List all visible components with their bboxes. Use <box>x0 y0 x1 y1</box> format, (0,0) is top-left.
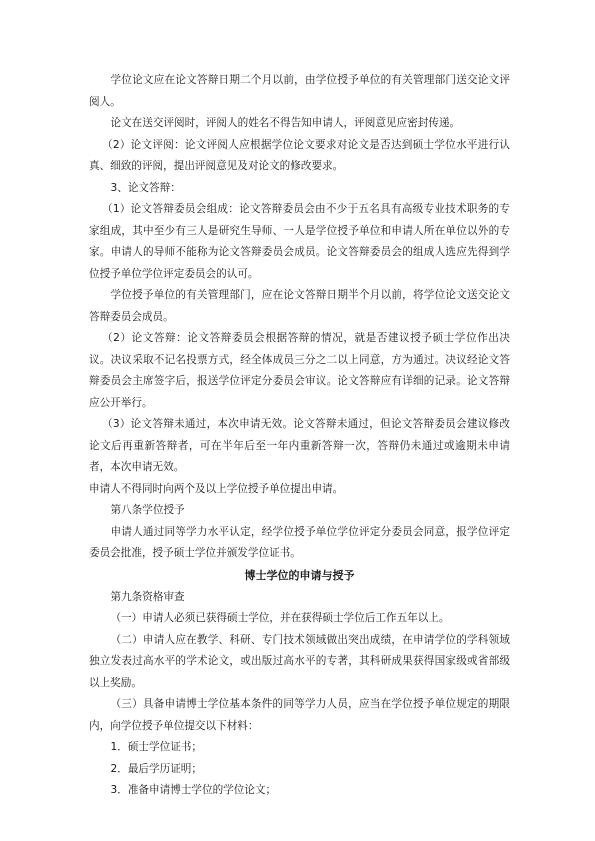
article-heading: 第九条资格审查 <box>110 590 185 603</box>
paragraph: （三）具备申请博士学位基本条件的同等学力人员，应当在学位授予单位规定的期限内，向学位授予单位提交以下材料： <box>89 698 510 732</box>
paragraph: （二）申请人应在教学、科研、专门技术领域做出突出成绩，在申请学位的学科领域独立发表过高水平的学术论文，或出版过高水平的专著，其科研成果获得国家级或省部级以上奖励。 <box>89 633 510 689</box>
document-body <box>89 70 510 802</box>
paragraph: 论文在送交评阅时，评阅人的姓名不得告知申请人，评阅意见应密封传递。 <box>110 117 461 129</box>
paragraph: （2）论文答辩：论文答辩委员会根据答辩的情况，就是否建议授予硕士学位作出决议。决议采取不记名投票方式，经全体成员三分之二以上同意，方为通过。决议经论文答辩委员会主席签字后，报送学位评定分委员会审议。论文答辩应有详细的记录。论文答辩应公开举行。 <box>89 332 510 409</box>
paragraph: 申请人不得同时向两个及以上学位授予单位提出申请。 <box>89 482 344 495</box>
paragraph: （2）论文评阅：论文评阅人应根据学位论文要求对论文是否达到硕士学位水平进行认真、细致的评阅，提出评阅意见及对论文的修改要求。 <box>89 138 510 172</box>
paragraph: 申请人通过同等学力水平认定，经学位授予单位学位评定分委员会同意，报学位评定委员会批准，授予硕士学位并颁发学位证书。 <box>89 525 510 559</box>
paragraph: （3）论文答辩未通过，本次申请无效。论文答辩未通过，但论文答辩委员会建议修改论文后再重新答辩者，可在半年后至一年内重新答辩一次，答辩仍未通过或逾期未申请者，本次申请无效。 <box>89 418 510 473</box>
section-title: 博士学位的申请与授予 <box>244 568 355 582</box>
paragraph: （1）论文答辩委员会组成：论文答辩委员会由不少于五名具有高级专业技术职务的专家组成，其中至少有三人是研究生导师、一人是学位授予单位和申请人所在单位以外的专家。申请人的导师不能称为论文答辩委员会成员。论文答辩委员会的组成人选应先得到学位授予单位学位评定委员会的认可。 <box>89 203 510 280</box>
paragraph: 学位论文应在论文答辩日期二个月以前，由学位授予单位的有关管理部门送交论文评阅人。 <box>89 74 510 108</box>
list-item: 2．最后学历证明； <box>110 762 202 775</box>
list-item: 3．准备申请博士学位的学位论文； <box>110 784 277 796</box>
list-item: 1．硕士学位证书； <box>110 741 202 753</box>
section-heading: 3、论文答辩： <box>110 181 181 194</box>
article-heading: 第八条学位授予 <box>110 504 185 516</box>
paragraph: 学位授予单位的有关管理部门，应在论文答辩日期半个月以前，将学位论文送交论文答辩委员会成员。 <box>89 289 510 323</box>
paragraph: （一）申请人必须已获得硕士学位，并在获得硕士学位后工作五年以上。 <box>110 612 450 624</box>
